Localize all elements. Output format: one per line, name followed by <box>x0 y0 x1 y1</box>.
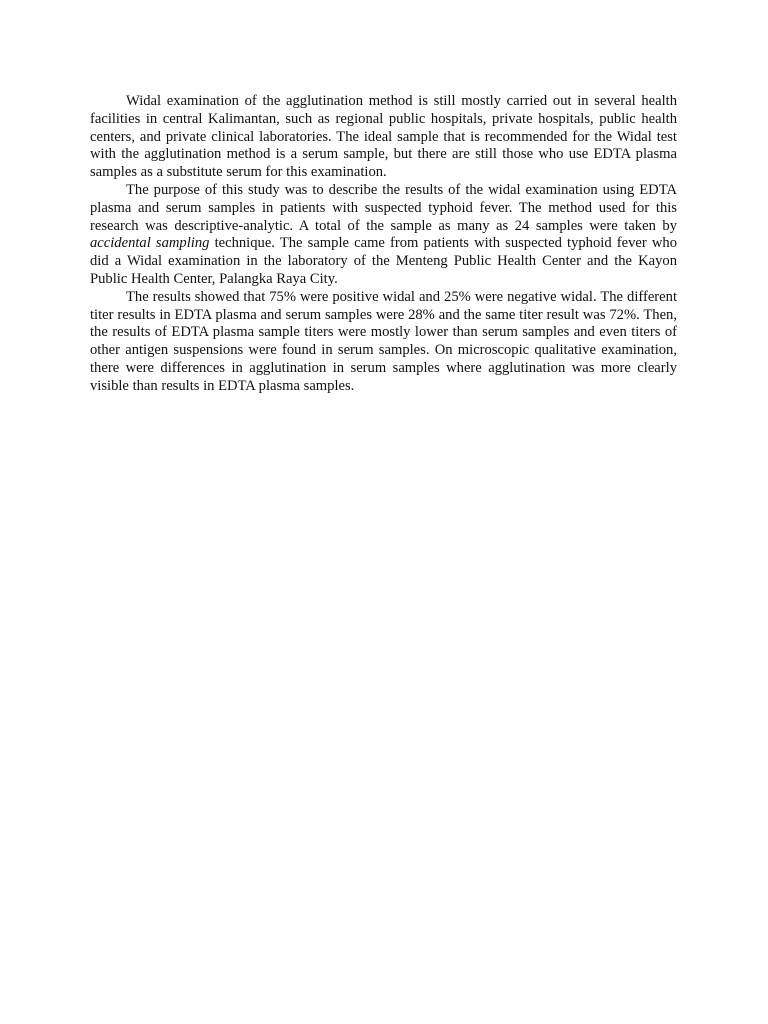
paragraph-method-italic-term: accidental sampling <box>90 235 210 252</box>
paragraph-background-text: Widal examination of the agglutination method is still mostly carried out in several health facilities in central Kalimantan, such as regional public hospitals, private hospitals, public health centers, and private clinical laboratories. The ideal sample that is recommended for the Widal test with the agglutination method is a serum sample, but there are still those who use EDTA plasma samples as a substitute serum for this examination. <box>90 93 677 181</box>
abstract-body <box>90 93 677 396</box>
paragraph-background <box>90 93 677 182</box>
paragraph-results-text: The results showed that 75% were positive widal and 25% were negative widal. The different titer results in EDTA plasma and serum samples were 28% and the same titer result was 72%. Then, the results of EDTA plasma sample titers were mostly lower than serum samples and even titers of other antigen suspensions were found in serum samples. On microscopic qualitative examination, there were differences in agglutination in serum samples where agglutination was more clearly visible than results in EDTA plasma samples. <box>90 288 677 394</box>
paragraph-method-text-start: The purpose of this study was to describe the results of the widal examination using EDTA plasma and serum samples in patients with suspected typhoid fever. The method used for this research was descriptive-analytic. A total of the sample as many as 24 samples were taken by <box>90 181 677 234</box>
paragraph-method-text-end: technique. The sample came from patients with suspected typhoid fever who did a Widal examination in the laboratory of the Menteng Public Health Center and the Kayon Public Health Center, Palangka Raya City. <box>90 235 677 287</box>
paragraph-results <box>90 289 677 396</box>
paragraph-method <box>90 182 677 289</box>
